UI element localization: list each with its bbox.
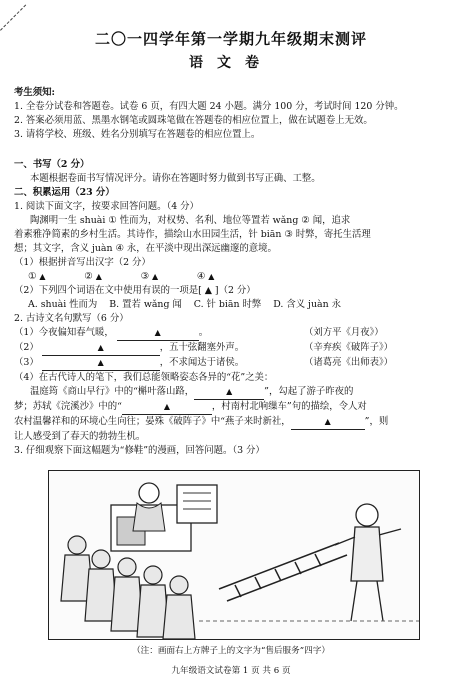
poem-4-line: [14, 400, 454, 415]
poem-tail: 。: [198, 327, 209, 338]
poem-text: 农村温馨祥和的环境心生向往；晏殊《破阵子》中“燕子来时新社，: [14, 416, 291, 427]
poem-text: 梦；苏轼《浣溪沙》中的“: [14, 401, 122, 412]
poem-tail: ，五十弦翻塞外声。: [159, 342, 245, 353]
options-row: [14, 298, 454, 312]
section-heading: 二、积累运用（23 分）: [14, 187, 115, 198]
question-2: 2. 古诗文名句默写（6 分）: [14, 313, 129, 324]
notice-block: [14, 86, 454, 142]
answer-blank: ▲: [194, 385, 264, 400]
sub-question-2: （2）下列四个词语在文中使用有误的一项是[ ▲ ]（2 分）: [14, 285, 256, 296]
comic-caption: （注：画面右上方牌子上的文字为“售后服务”四字）: [132, 646, 330, 656]
notice-item: 3. 请将学校、班级、姓名分别填写在答题卷的相应位置上。: [14, 129, 261, 140]
poem-text: ”，则: [364, 416, 389, 427]
exam-subtitle: 语文卷: [189, 55, 273, 71]
section-heading: 一、书写（2 分）: [14, 159, 90, 170]
poem-line: [14, 356, 454, 371]
section-body: 本题根据卷面书写情况评分。请你在答题时努力做到书写正确、工整。: [30, 173, 321, 184]
question-1: 1. 阅读下面文字，按要求回答问题。（4 分）: [14, 201, 199, 212]
exam-title: 二〇一四学年第一学期九年级期末测评: [94, 30, 367, 48]
option: C. 针 biān 时弊: [193, 299, 262, 310]
blank-label: ②: [84, 271, 93, 282]
answer-blank: ▲: [42, 341, 160, 356]
poem-text: ，村南村北响缫车”句的描绘，令人对: [211, 401, 367, 412]
answer-blank: ▲: [291, 415, 365, 430]
poem-4-line: [14, 415, 454, 430]
blank-label: ③: [140, 271, 149, 282]
passage-line: 想；其文字，含义 juàn ④ 永，在平淡中现出深远幽邃的意境。: [14, 243, 277, 254]
poem-source: （刘方平《月夜》）: [304, 327, 384, 338]
section-2: [14, 186, 454, 458]
sub-question-1: （1）根据拼音写出汉字（2 分）: [14, 257, 151, 268]
option: D. 含义 juàn 永: [273, 299, 341, 310]
poem-source: （辛弃疾《破阵子》）: [304, 342, 394, 353]
passage-line: 陶渊明一生 shuài ① 性而为，对权势、名利、地位等置若 wǎng ② 闻，追求: [30, 215, 351, 226]
blank-row: ① ▲ ② ▲ ③ ▲ ④ ▲: [28, 271, 215, 282]
answer-blank: ▲: [117, 326, 199, 341]
poem-text: ”，勾起了游子昨夜的: [264, 386, 354, 397]
notice-item: 2. 答案必须用蓝、黑墨水钢笔或圆珠笔做在答题卷的相应位置上，做在试题卷上无效。: [14, 115, 373, 126]
passage-line: 着素雅净简素的乡村生活。其诗作，描绘山水田园生活，针 biān ③ 时弊，寄托生活理: [14, 229, 371, 240]
poem-4-line: [14, 385, 454, 400]
blank-label: ④: [196, 271, 206, 282]
poem-source: （诸葛亮《出师表》）: [304, 357, 394, 368]
notice-item: 1. 全卷分试卷和答题卷。试卷 6 页，有四大题 24 小题。满分 100 分，考试时间 120 分钟。: [14, 101, 404, 112]
answer-blank: ▲: [122, 400, 212, 415]
page-footer: 九年级语文试卷第 1 页 共 6 页: [171, 666, 291, 676]
answer-blank: ▲: [42, 356, 160, 371]
poem-prompt: （3）: [14, 357, 39, 368]
poem-prompt: （1）今夜偏知春气暖，: [14, 327, 114, 338]
notice-heading: 考生须知:: [14, 87, 55, 98]
poem-4-intro: （4）在古代诗人的笔下，我们总能领略姿态各异的“花”之美：: [14, 372, 274, 383]
comic-drawing: [49, 471, 419, 639]
option: A. shuài 性而为: [28, 299, 98, 310]
poem-text: 温庭筠《商山早行》中的“槲叶落山路，: [30, 386, 195, 397]
option: B. 置若 wǎng 闻: [109, 299, 182, 310]
poem-tail: ，不求闻达于诸侯。: [159, 357, 245, 368]
question-3: 3. 仔细观察下面这幅题为“修鞋”的漫画，回答问题。（3 分）: [14, 445, 265, 456]
poem-line: [14, 326, 454, 341]
poem-4-line: 让人感受到了春天的勃勃生机。: [14, 431, 146, 442]
comic-image: [48, 470, 420, 640]
poem-prompt: （2）: [14, 342, 39, 353]
blank-label: ①: [28, 271, 37, 282]
poem-line: [14, 341, 454, 356]
section-1: [14, 158, 454, 186]
